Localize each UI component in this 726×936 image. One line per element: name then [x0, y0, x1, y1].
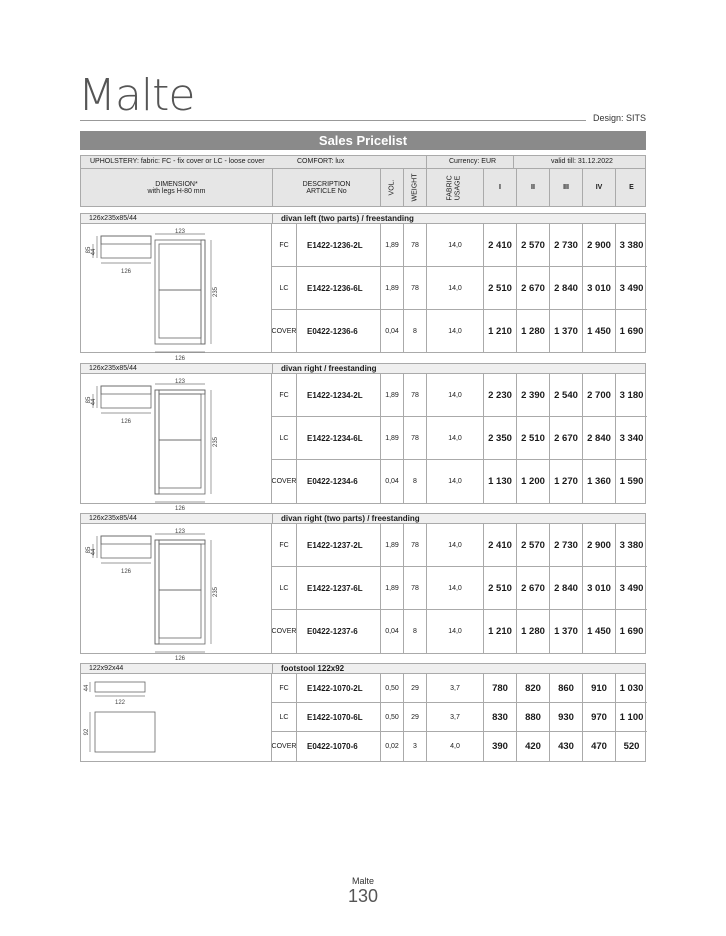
article-number: E0422-1237-6 [296, 610, 380, 653]
sofa-top-view [155, 240, 205, 344]
volume-value: 0,02 [380, 732, 403, 761]
col-article-label: ARTICLE No [306, 187, 347, 195]
volume-value: 0,50 [380, 703, 403, 731]
price-group-e: 3 490 [615, 567, 647, 609]
brand-title: Malte [78, 70, 195, 121]
product-drawing [81, 374, 272, 512]
price-group-4: 2 700 [582, 374, 615, 416]
price-group-1: 780 [483, 674, 516, 702]
row-type: LC [279, 713, 289, 721]
column-header [80, 169, 646, 207]
price-group-4: 2 900 [582, 524, 615, 566]
price-group-4: 2 900 [582, 224, 615, 266]
currency-info: Currency: EUR [449, 158, 497, 165]
section-body [80, 524, 646, 662]
price-group-4: 3 010 [582, 267, 615, 309]
seat-cushion [159, 440, 201, 488]
article-number: E1422-1237-2L [296, 524, 380, 566]
col-weight [403, 169, 426, 206]
price-group-3: 2 730 [549, 224, 582, 266]
section-dimension: 122x92x44 [89, 665, 124, 672]
upholstery-info: UPHOLSTERY: fabric: FC - fix cover or LC - loose cover [90, 158, 265, 165]
drawing-svg [81, 674, 272, 761]
seat-cushion [159, 544, 201, 590]
bottom-width-label: 126 [174, 656, 186, 662]
volume-value: 1,89 [380, 267, 403, 309]
article-number: E0422-1070-6 [296, 732, 380, 761]
price-group-e: 1 690 [615, 310, 647, 352]
fabric-usage-value: 14,0 [426, 224, 483, 266]
depth-label: 92 [84, 728, 90, 736]
section-header [80, 513, 646, 524]
backrest [201, 240, 205, 344]
price-group-e: 1 690 [615, 610, 647, 653]
fabric-usage-value: 3,7 [426, 703, 483, 731]
pricelist-banner: Sales Pricelist [80, 131, 646, 150]
fabric-usage-value: 14,0 [426, 460, 483, 503]
price-group-4: 1 450 [582, 610, 615, 653]
section-header-divider [272, 214, 273, 223]
fabric-usage-value: 14,0 [426, 524, 483, 566]
col-price-5: E [615, 169, 647, 206]
weight-value: 78 [403, 374, 426, 416]
price-group-e: 1 590 [615, 460, 647, 503]
article-number: E1422-1234-2L [296, 374, 380, 416]
footstool-top-view [95, 712, 155, 752]
fabric-usage-value: 14,0 [426, 374, 483, 416]
drawing-svg [81, 524, 272, 662]
col-price-1: I [483, 169, 516, 206]
front-width-label: 126 [120, 269, 132, 275]
price-group-1: 1 210 [483, 610, 516, 653]
valid-info: valid till: 31.12.2022 [551, 158, 613, 165]
comfort-info: COMFORT: lux [297, 158, 345, 165]
section-header-divider [272, 664, 273, 673]
header-rule [80, 120, 586, 121]
seat-cushion [159, 394, 201, 440]
front-width-label: 126 [120, 569, 132, 575]
fabric-usage-value: 14,0 [426, 310, 483, 352]
product-section [80, 213, 646, 362]
section-header [80, 363, 646, 374]
article-number: E1422-1236-2L [296, 224, 380, 266]
col-price-4: IV [582, 169, 615, 206]
weight-value: 78 [403, 224, 426, 266]
col-price-2: II [516, 169, 549, 206]
col-dimension-sub: with legs H-80 mm [147, 187, 206, 195]
sofa-front-view [101, 386, 151, 408]
product-drawing [81, 674, 272, 761]
fabric-usage-value: 14,0 [426, 610, 483, 653]
price-group-2: 2 570 [516, 524, 549, 566]
length-label: 235 [213, 436, 219, 448]
section-title: divan left (two parts) / freestanding [281, 214, 414, 223]
row-type: LC [279, 434, 289, 442]
depth-label: 123 [174, 379, 186, 385]
price-group-4: 470 [582, 732, 615, 761]
price-group-4: 2 840 [582, 417, 615, 459]
price-group-4: 970 [582, 703, 615, 731]
sofa-back-cushion [101, 386, 151, 394]
bottom-width-label: 126 [174, 356, 186, 362]
price-group-2: 2 570 [516, 224, 549, 266]
strip-divider [513, 156, 514, 168]
weight-value: 78 [403, 267, 426, 309]
row-type: LC [279, 284, 289, 292]
volume-value: 0,04 [380, 460, 403, 503]
weight-value: 78 [403, 567, 426, 609]
section-dimension: 126x235x85/44 [89, 365, 137, 372]
seat-height-label: 44 [91, 248, 97, 256]
seat-cushion [159, 290, 201, 338]
height-label: 85 [86, 246, 92, 254]
row-type: LC [279, 584, 289, 592]
product-drawing [81, 524, 272, 662]
price-group-3: 2 540 [549, 374, 582, 416]
sofa-top-view [155, 540, 205, 644]
weight-value: 8 [403, 460, 426, 503]
price-group-1: 1 210 [483, 310, 516, 352]
price-row [272, 703, 647, 732]
weight-value: 29 [403, 674, 426, 702]
strip-divider [426, 156, 427, 168]
seat-cushion [159, 590, 201, 638]
seat-height-label: 44 [91, 548, 97, 556]
article-number: E1422-1234-6L [296, 417, 380, 459]
price-group-2: 1 280 [516, 310, 549, 352]
width-label: 122 [114, 700, 126, 706]
col-vol [380, 169, 403, 206]
front-width-label: 126 [120, 419, 132, 425]
price-row [272, 524, 647, 567]
price-group-2: 880 [516, 703, 549, 731]
price-group-e: 3 380 [615, 224, 647, 266]
price-group-2: 2 390 [516, 374, 549, 416]
price-group-3: 2 730 [549, 524, 582, 566]
price-group-3: 2 840 [549, 267, 582, 309]
col-description-label: DESCRIPTION [302, 180, 351, 188]
footstool-front-view [95, 682, 145, 692]
price-group-1: 390 [483, 732, 516, 761]
price-row [272, 374, 647, 417]
col-weight-label: WEIGHT [411, 173, 419, 202]
col-dimension-label: DIMENSION* [155, 180, 198, 188]
fabric-usage-value: 14,0 [426, 267, 483, 309]
section-title: divan right (two parts) / freestanding [281, 514, 420, 523]
price-group-1: 2 510 [483, 567, 516, 609]
drawing-svg [81, 224, 272, 362]
price-group-2: 2 670 [516, 567, 549, 609]
volume-value: 1,89 [380, 417, 403, 459]
volume-value: 1,89 [380, 567, 403, 609]
price-group-e: 3 380 [615, 524, 647, 566]
seat-height-label: 44 [91, 398, 97, 406]
weight-value: 3 [403, 732, 426, 761]
article-number: E1422-1236-6L [296, 267, 380, 309]
depth-label: 123 [174, 529, 186, 535]
price-row [272, 310, 647, 352]
article-number: E1422-1237-6L [296, 567, 380, 609]
price-group-e: 3 180 [615, 374, 647, 416]
sofa-back-cushion [101, 236, 151, 244]
section-header-divider [272, 364, 273, 373]
price-group-e: 3 490 [615, 267, 647, 309]
col-description [272, 169, 380, 206]
price-row [272, 460, 647, 503]
section-title: footstool 122x92 [281, 664, 345, 673]
price-group-1: 1 130 [483, 460, 516, 503]
price-group-1: 830 [483, 703, 516, 731]
price-group-e: 1 030 [615, 674, 647, 702]
bottom-width-label: 126 [174, 506, 186, 512]
article-number: E0422-1234-6 [296, 460, 380, 503]
price-group-1: 2 350 [483, 417, 516, 459]
weight-value: 78 [403, 417, 426, 459]
price-row [272, 610, 647, 653]
article-number: E1422-1070-6L [296, 703, 380, 731]
price-group-e: 1 100 [615, 703, 647, 731]
price-group-2: 420 [516, 732, 549, 761]
price-group-3: 2 670 [549, 417, 582, 459]
col-fabric-label [447, 175, 463, 200]
backrest [155, 390, 159, 494]
sofa-back-cushion [101, 536, 151, 544]
price-group-3: 1 270 [549, 460, 582, 503]
weight-value: 29 [403, 703, 426, 731]
section-body [80, 224, 646, 362]
weight-value: 78 [403, 524, 426, 566]
depth-label: 123 [174, 229, 186, 235]
row-type: COVER [271, 628, 297, 635]
section-dimension: 126x235x85/44 [89, 515, 137, 522]
row-type: FC [279, 541, 289, 549]
price-group-4: 1 360 [582, 460, 615, 503]
price-group-1: 2 230 [483, 374, 516, 416]
section-header-divider [272, 514, 273, 523]
fabric-usage-value: 3,7 [426, 674, 483, 702]
price-group-3: 1 370 [549, 610, 582, 653]
price-group-3: 2 840 [549, 567, 582, 609]
price-group-4: 3 010 [582, 567, 615, 609]
col-fabric [426, 169, 483, 206]
row-type: FC [279, 391, 289, 399]
price-group-3: 430 [549, 732, 582, 761]
section-title: divan right / freestanding [281, 364, 377, 373]
price-group-1: 2 410 [483, 224, 516, 266]
height-label: 44 [84, 684, 90, 692]
price-group-4: 1 450 [582, 310, 615, 352]
price-row [272, 417, 647, 460]
volume-value: 0,04 [380, 310, 403, 352]
footer-name: Malte [351, 876, 374, 886]
article-number: E1422-1070-2L [296, 674, 380, 702]
weight-value: 8 [403, 610, 426, 653]
volume-value: 1,89 [380, 224, 403, 266]
armrest [159, 540, 205, 544]
section-body [80, 374, 646, 512]
drawing-svg [81, 374, 272, 512]
weight-value: 8 [403, 310, 426, 352]
price-group-3: 930 [549, 703, 582, 731]
row-type: FC [279, 241, 289, 249]
section-header [80, 213, 646, 224]
col-vol-label: VOL. [388, 179, 396, 196]
price-group-e: 3 340 [615, 417, 647, 459]
section-header [80, 663, 646, 674]
col-fabric-word: FABRIC [446, 174, 454, 201]
length-label: 235 [213, 286, 219, 298]
volume-value: 1,89 [380, 374, 403, 416]
footer-page-number: 130 [347, 886, 379, 906]
sofa-front-view [101, 236, 151, 258]
volume-value: 1,89 [380, 524, 403, 566]
price-row [272, 567, 647, 610]
col-price-3: III [549, 169, 582, 206]
price-group-2: 1 280 [516, 610, 549, 653]
row-type: FC [279, 684, 289, 692]
length-label: 235 [213, 586, 219, 598]
height-label: 85 [86, 396, 92, 404]
col-usage-word: USAGE [454, 175, 462, 200]
price-group-2: 820 [516, 674, 549, 702]
volume-value: 0,50 [380, 674, 403, 702]
section-body [80, 674, 646, 762]
article-number: E0422-1236-6 [296, 310, 380, 352]
product-section [80, 663, 646, 762]
price-row [272, 224, 647, 267]
fabric-usage-value: 14,0 [426, 567, 483, 609]
volume-value: 0,04 [380, 610, 403, 653]
section-dimension: 126x235x85/44 [89, 215, 137, 222]
row-type: COVER [271, 478, 297, 485]
sofa-top-view [155, 390, 205, 494]
price-group-1: 2 410 [483, 524, 516, 566]
price-group-1: 2 510 [483, 267, 516, 309]
product-section [80, 363, 646, 512]
col-dimension [81, 169, 272, 206]
armrest [159, 390, 205, 394]
price-row [272, 674, 647, 703]
row-type: COVER [271, 327, 297, 335]
row-type: COVER [271, 743, 297, 750]
info-strip [80, 155, 646, 169]
fabric-usage-value: 14,0 [426, 417, 483, 459]
design-credit: Design: SITS [592, 113, 646, 123]
price-group-e: 520 [615, 732, 647, 761]
price-group-2: 2 670 [516, 267, 549, 309]
seat-cushion [159, 244, 201, 290]
sofa-front-view [101, 536, 151, 558]
price-group-3: 1 370 [549, 310, 582, 352]
price-group-2: 1 200 [516, 460, 549, 503]
height-label: 85 [86, 546, 92, 554]
price-group-2: 2 510 [516, 417, 549, 459]
price-group-4: 910 [582, 674, 615, 702]
price-row [272, 732, 647, 761]
price-row [272, 267, 647, 310]
backrest [155, 540, 159, 644]
product-section [80, 513, 646, 662]
fabric-usage-value: 4,0 [426, 732, 483, 761]
price-group-3: 860 [549, 674, 582, 702]
product-drawing [81, 224, 272, 362]
